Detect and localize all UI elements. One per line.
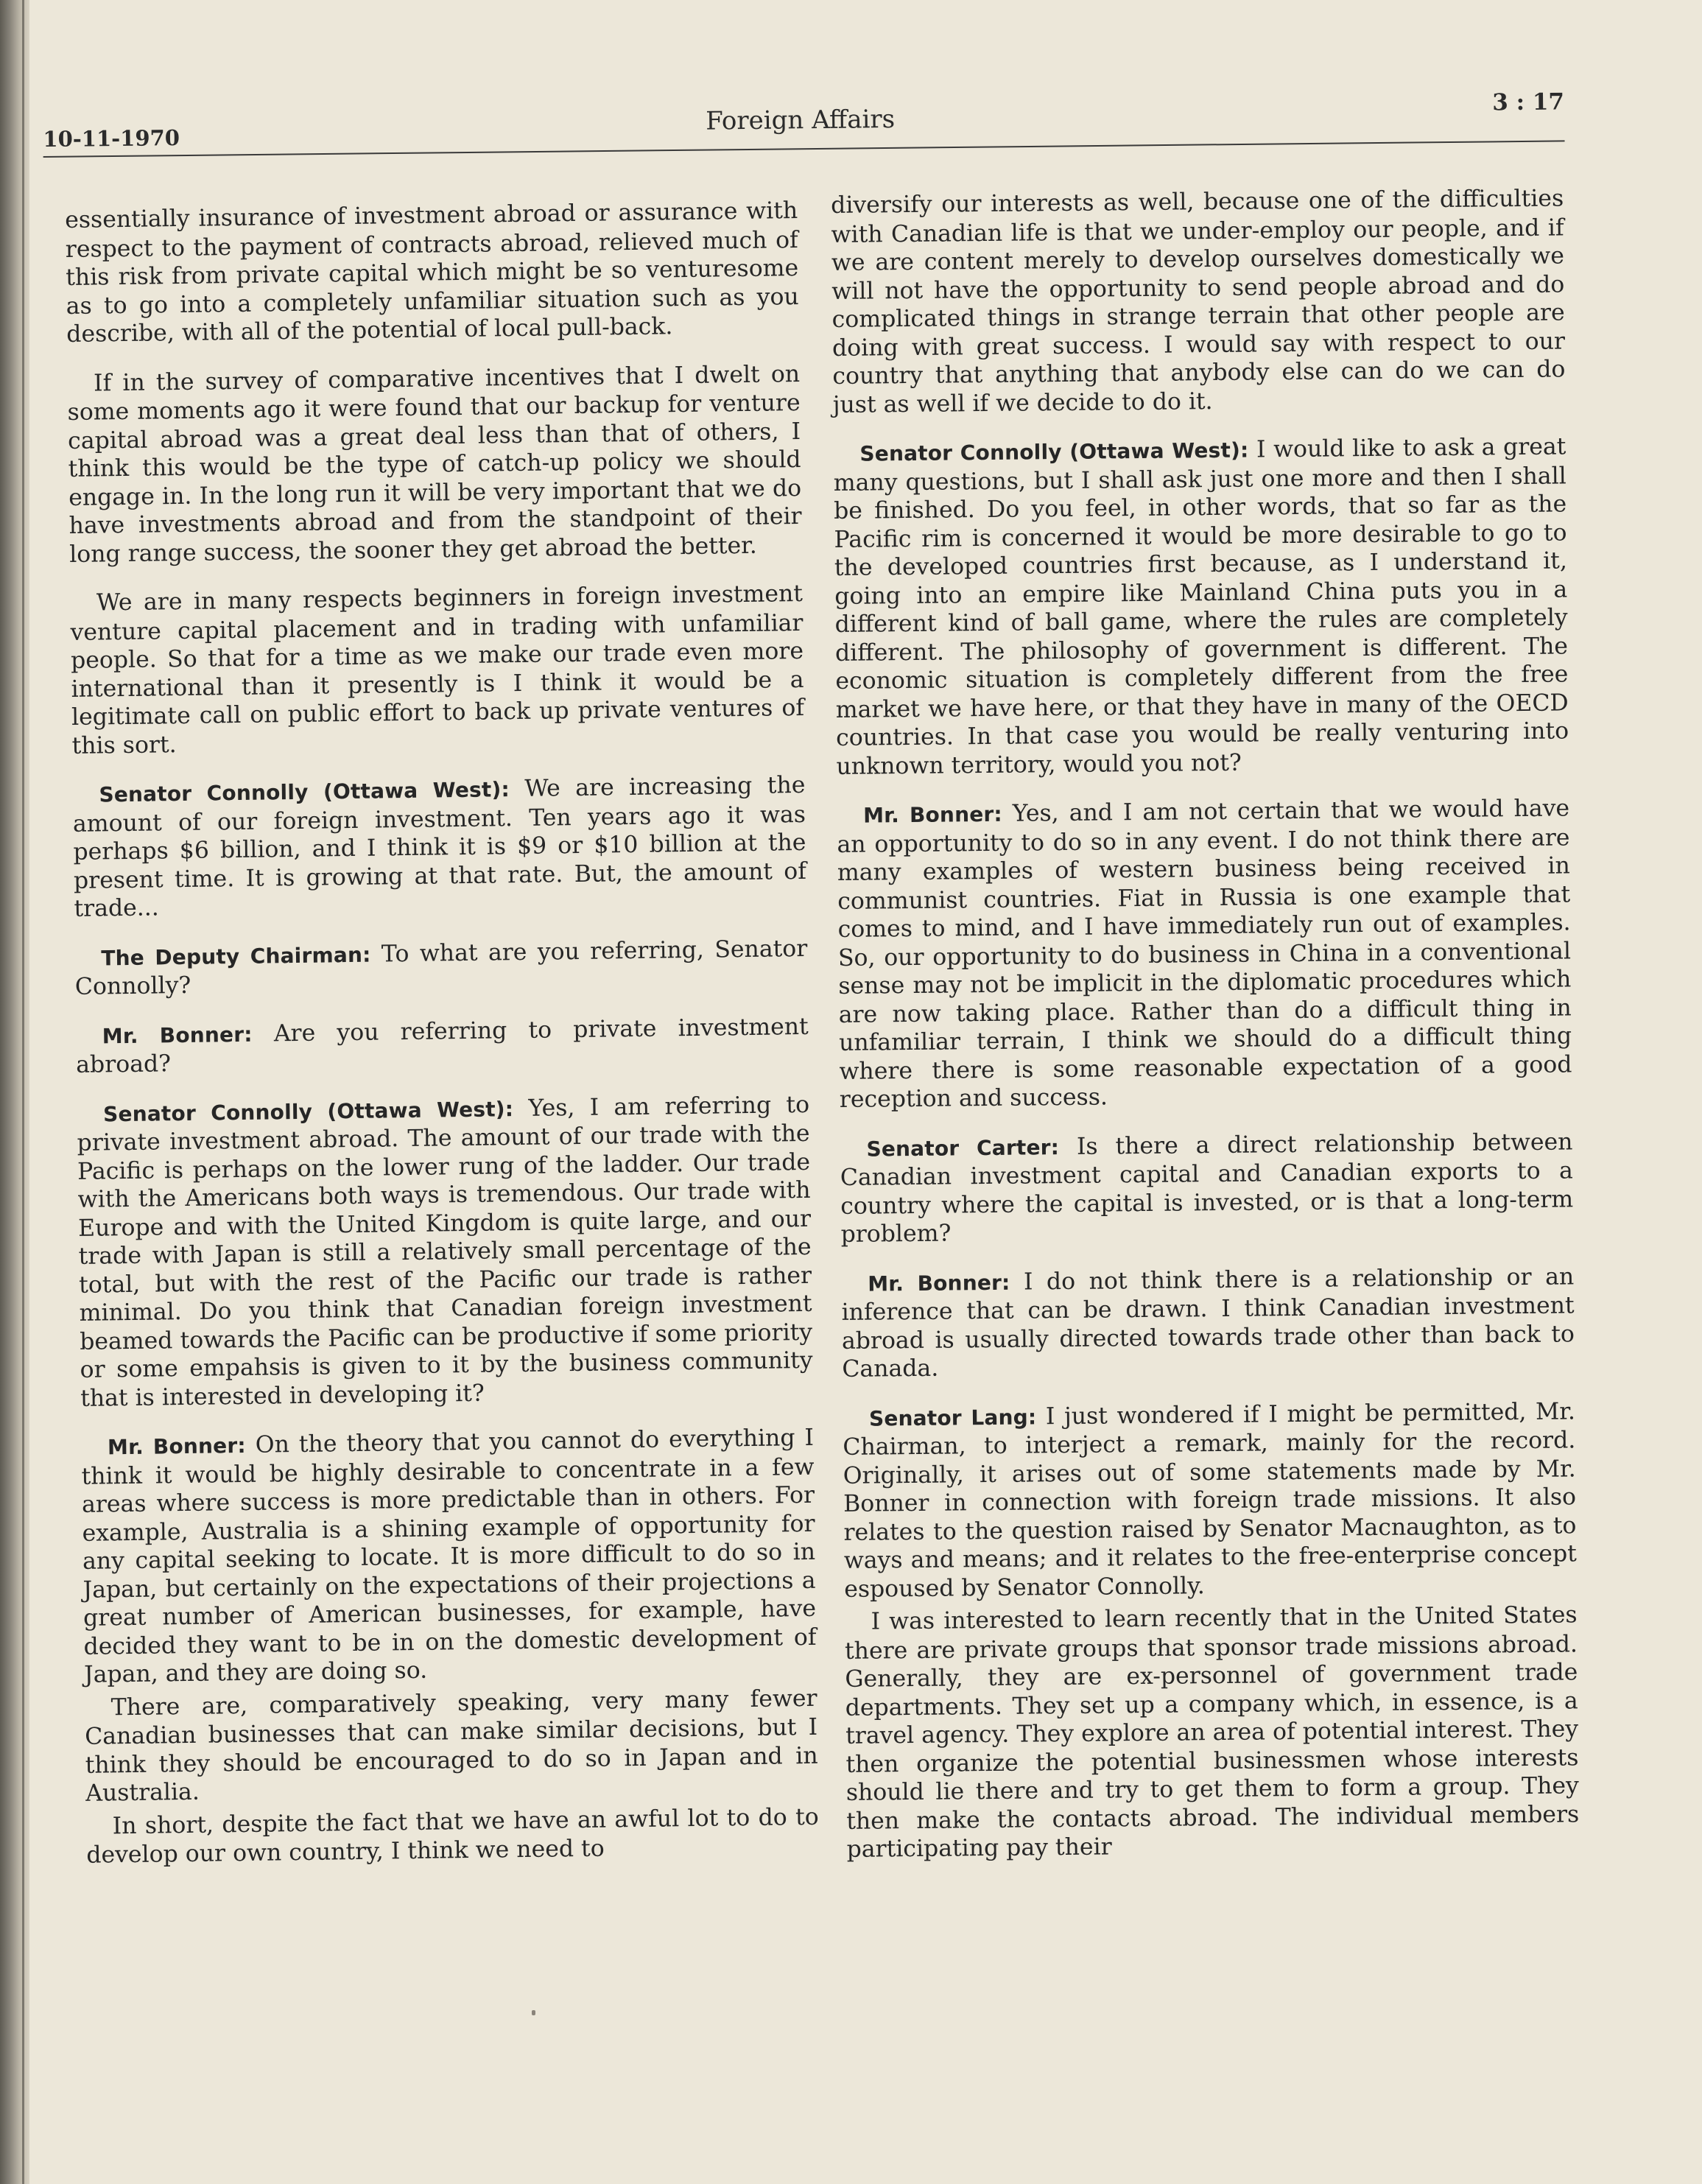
paragraph [841,1263,1575,1384]
paragraph-text: If in the survey of comparative incentives that I dwelt on some moments ago it were found that our backup for venture capital abroad was a great deal less than that of others, I think this would be the type of catch-up policy we should engage in. In the long run it will be very important that we do have investments abroad and from the standpoint of their long range success, the sooner they get abroad the better. [67,360,802,568]
paragraph [70,580,805,760]
speaker-name: Senator Connolly (Ottawa West): [102,1096,514,1126]
paragraph-text: I would like to ask a great many questions, but I shall ask just one more and then I shall be finished. Do you feel, in other words, that so far as the Pacific rim is concerned it would be more desirable to go to the developed countries first because, as I understand it, going into an empire like Mainland China puts you in a different kind of ball game, where the rules are completely different. The philosophy of government is different. The economic situation is completely different from the free market we have here, or that they have in many of the OECD countries. In that case you would be really venturing into unknown territory, would you not? [833,433,1569,780]
paragraph [74,934,808,1001]
speaker-name: Senator Connolly (Ottawa West): [859,438,1249,466]
paragraph-text: Yes, I am referring to private investment abroad. The amount of our trade with the Pacific is perhaps on the lower rung of the ladder. Our trade with the Americans both ways is tremendous. Our trade with Europe and with the United Kingdom is quite large, and our trade with Japan is still a relatively small percentage of the total, but with the rest of the Pacific our trade is rather minimal. Do you think that Canadian foreign investment beamed towards the Pacific can be productive if some priority or some empahsis is given to it by the business community that is interested in developing it? [77,1091,813,1412]
paragraph-text: I just wondered if I might be permitted, Mr. Chairman, to interject a remark, mainly for the record. Originally, it arises out of some statements made by Mr. Bonner in connection with foreign trade missions. It also relates to the question raised by Senator Macnaughton, as to ways and means; and it relates to the free-enterprise concept espoused by Senator Connolly. [843,1397,1577,1603]
binding-line [22,0,24,2184]
paragraph-text: We are increasing the amount of our foreign investment. Ten years ago it was perhaps $6 billion, and I think it is $9 or $10 billion at the present time. It is growing at that rate. But, the amount of trade... [72,771,807,922]
paragraph-text: In short, despite the fact that we have an awful lot to do to develop our own country, I think we need to [86,1803,819,1869]
paragraph-text: There are, comparatively speaking, very many fewer Canadian businesses that can make similar decisions, but I think they should be encouraged to do so in Japan and in Australia. [84,1685,818,1807]
speaker-name: Senator Carter: [866,1134,1060,1162]
paragraph-text: essentially insurance of investment abroad or assurance with respect to the payment of contracts abroad, relieved much of this risk from private capital which might be so venturesome as to go into a completely unfamiliar situation such as you describe, with all of the potential of local pull-back. [65,197,799,348]
paragraph [72,771,806,924]
paragraph [75,1012,809,1079]
paragraph-text: We are in many respects beginners in foreign investment venture capital placement and in trading with unfamiliar people. So that for a time as we make our trade even more international than it presently is I think it would be a legitimate call on public effort to back up private ventures of this sort. [70,580,805,759]
left-column [65,197,820,1890]
paragraph-text: To what are you referring, Senator Connolly? [74,935,808,1000]
paragraph [77,1090,813,1412]
paragraph [833,432,1569,781]
paragraph [831,184,1566,419]
paragraph [67,359,802,569]
paragraph [84,1684,818,1808]
paragraph-text: On the theory that you cannot do everything I think it would be highly desirable to concentrate in a few areas where success is more predictable than in others. For example, Australia is a shining example of opportunity for any capital seeking to locate. It is more difficult to do so in Japan, but certainly on the expectations of their projections a great number of American businesses, for example, have decided they want to be in on the domestic development of Japan, and they are doing so. [81,1424,817,1688]
ink-speck [532,2010,535,2015]
paragraph-text: Yes, and I am not certain that we would have an opportunity to do so in any event. I do not think there are many examples of western business being received in communist countries. Fiat in Russia is one example that comes to mind, and I have immediately run out of examples. So, our opportunity to do business in China in a conventional sense may not be implicit in the diplomatic procedures which are now taking place. Rather than do a difficult thing in unfamiliar terrain, I think we should do a difficult thing where there is some reasonable expectation of a good reception and success. [837,795,1572,1113]
speaker-name: Mr. Bonner: [102,1022,253,1048]
page-number: 3 : 17 [1492,88,1565,116]
header-title: Foreign Affairs [705,104,896,136]
header-date: 10-11-1970 [43,125,180,152]
speaker-name: Senator Connolly (Ottawa West): [99,777,510,807]
paragraph-text: I do not think there is a relationship or an inference that can be drawn. I think Canadian investment abroad is usually directed towards trade other than back to Canada. [841,1263,1575,1383]
paragraph [86,1802,820,1869]
paragraph [837,794,1572,1114]
paragraph-text: diversify our interests as well, because one of the difficulties with Canadian life is that we under-employ our people, and if we are content merely to develop ourselves domestically we will not have the opportunity to send people abroad and do complicated things in strange terrain that other people are doing with great success. I would say with respect to our country that anything that anybody else can do we can do just as well if we decide to do it. [831,185,1566,418]
paragraph [843,1397,1578,1604]
speaker-name: Mr. Bonner: [868,1270,1010,1296]
right-column [831,184,1580,1884]
speaker-name: The Deputy Chairman: [101,942,371,970]
paragraph-text: I was interested to learn recently that in the United States there are private groups that sponsor trade missions abroad. Generally, they are ex-personnel of government trade departments. They set up a company which, in essence, is a travel agency. They explore an area of potential interest. They then organize the potential businessmen whose interests should lie there and try to get them to form a group. They then make the contacts abroad. The individual members participating pay their [844,1601,1580,1863]
paragraph [844,1601,1579,1864]
speaker-name: Mr. Bonner: [862,801,1002,828]
paragraph-text: Is there a direct relationship between Canadian investment capital and Canadian exports to a country where the capital is invested, or is that a long-term problem? [840,1128,1574,1248]
speaker-name: Mr. Bonner: [107,1433,246,1460]
paragraph-text: Are you referring to private investment abroad? [76,1013,809,1078]
paragraph [81,1424,817,1689]
speaker-name: Senator Lang: [868,1404,1037,1431]
book-spine-shadow [0,0,29,2184]
paragraph [65,197,799,349]
paragraph [840,1128,1573,1249]
